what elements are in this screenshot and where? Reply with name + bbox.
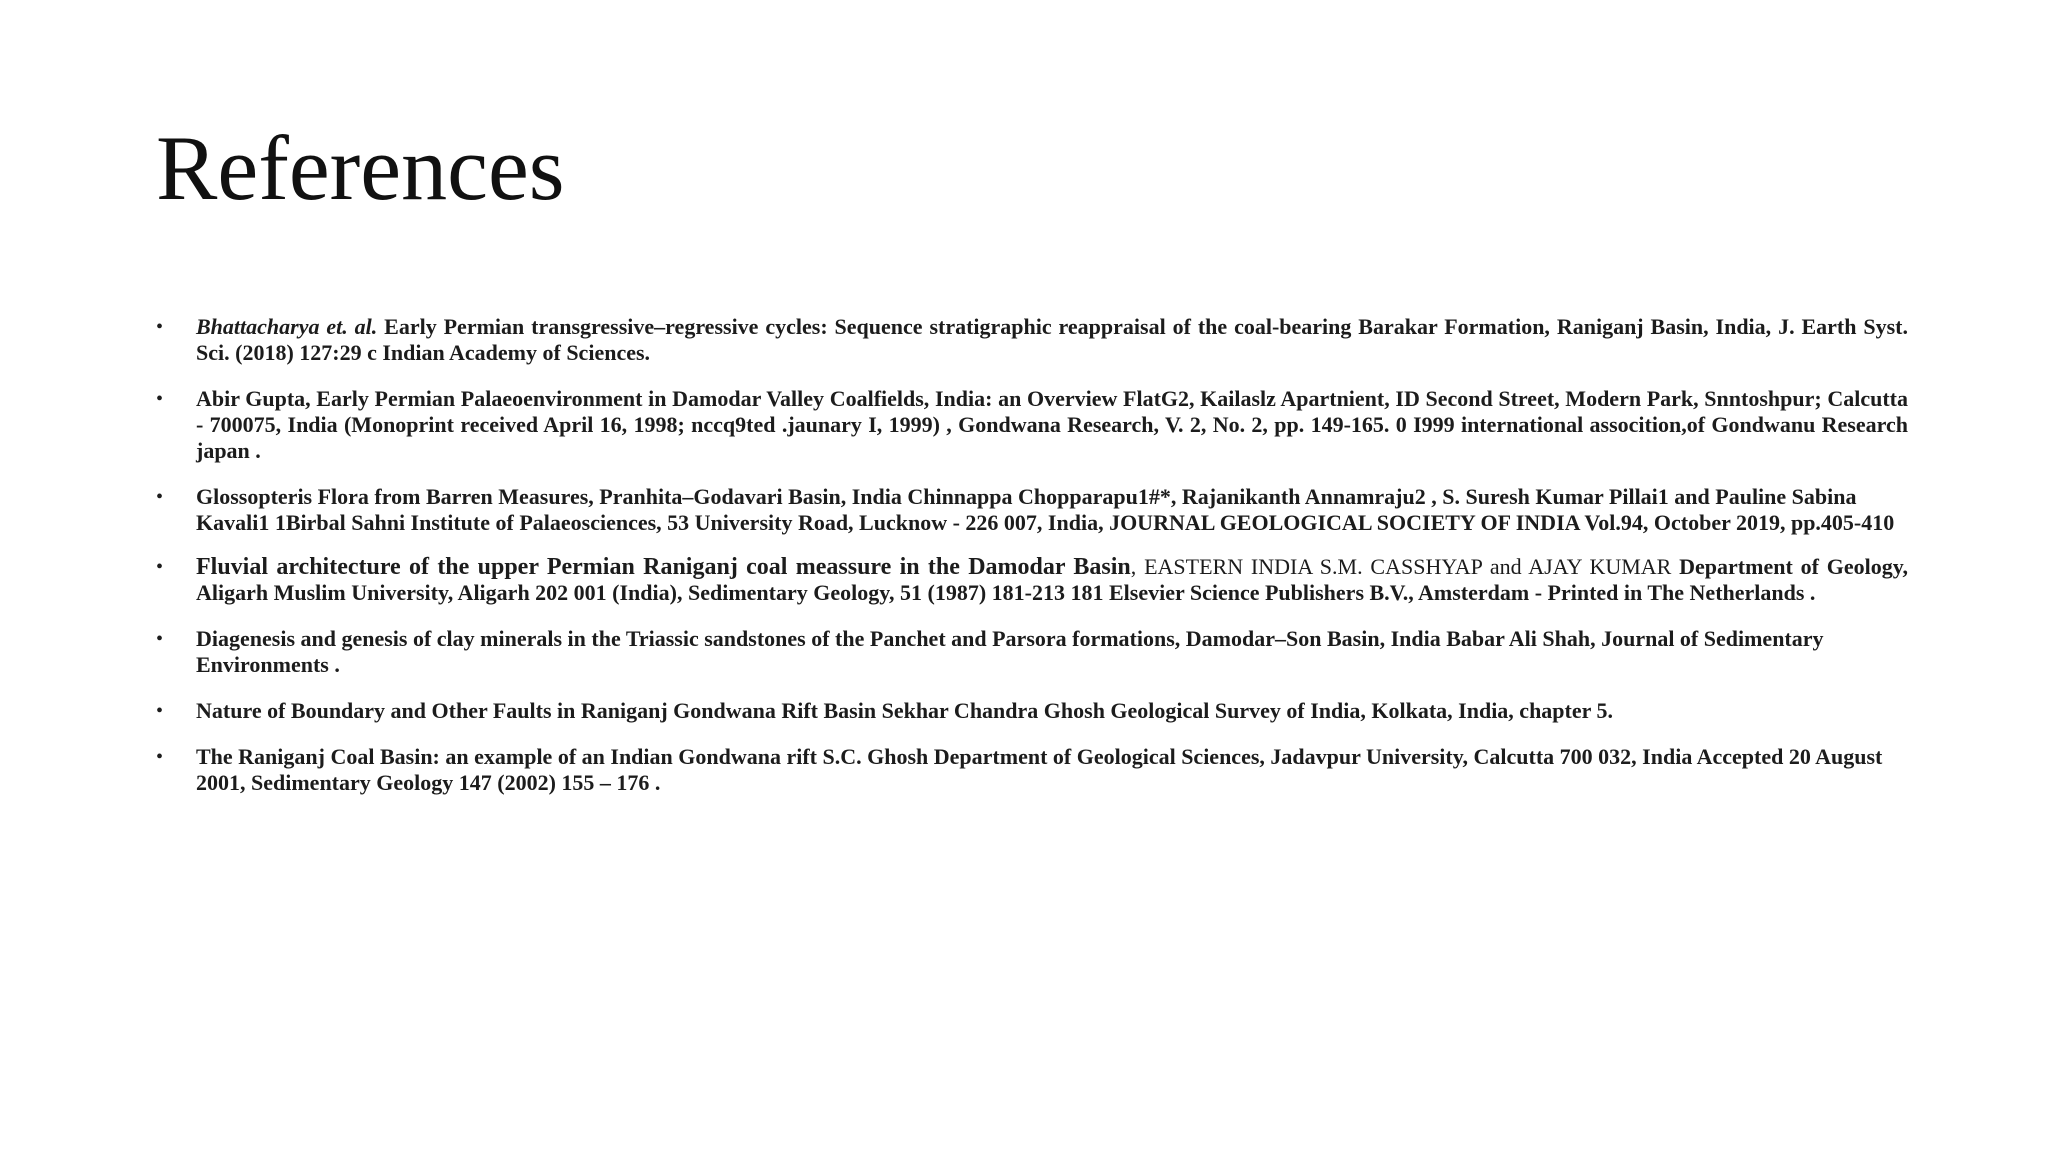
reference-item-7 <box>156 744 1908 796</box>
reference-item-4 <box>156 554 1908 606</box>
reference-text: Diagenesis and genesis of clay minerals in the Triassic sandstones of the Panchet and Parsora formations, Damodar–Son Basin, India Babar Ali Shah, Journal of Sedimentary Environments . <box>196 626 1824 677</box>
bullet-icon: • <box>156 556 164 578</box>
reference-item-3 <box>156 484 1908 536</box>
reference-text: The Raniganj Coal Basin: an example of an Indian Gondwana rift S.C. Ghosh Department of Geological Sciences, Jadavpur University, Calcutta 700 032, India Accepted 20 August 2001, Sedimentary Geology 147 (2002) 155 – 176 . <box>196 744 1883 795</box>
bullet-icon: • <box>156 316 164 338</box>
bullet-icon: • <box>156 746 164 768</box>
reference-list <box>156 314 1908 816</box>
reference-item-6 <box>156 698 1908 724</box>
bullet-icon: • <box>156 700 164 722</box>
slide-title: References <box>156 117 565 219</box>
bullet-icon: • <box>156 486 164 508</box>
reference-authors: , EASTERN INDIA S.M. CASSHYAP and AJAY KUMAR <box>1130 554 1672 579</box>
reference-author: Bhattacharya et. al. <box>196 314 378 339</box>
reference-lead: Fluvial architecture of the upper Permian Raniganj coal meassure in the Damodar Basin <box>196 554 1131 580</box>
reference-item-1 <box>156 314 1908 366</box>
reference-text: Early Permian transgressive–regressive cycles: Sequence stratigraphic reappraisal of the coal-bearing Barakar Formation, Raniganj Basin, India, J. Earth Syst. Sci. (2018) 127:29 c Indian Academy of Sciences. <box>196 314 1908 365</box>
reference-item-2 <box>156 386 1908 464</box>
reference-text: Glossopteris Flora from Barren Measures, Pranhita–Godavari Basin, India Chinnappa Chopparapu1#*, Rajanikanth Annamraju2 , S. Suresh Kumar Pillai1 and Pauline Sabina Kavali1 1Birbal Sahni Institute of Palaeosciences, 53 University Road, Lucknow - 226 007, India, JOURNAL GEOLOGICAL SOCIETY OF INDIA Vol.94, October 2019, pp.405-410 <box>196 484 1895 535</box>
reference-text: Department of Geology, Aligarh Muslim University, Aligarh 202 001 (India), Sedimentary Geology, 51 (1987) 181-213 181 Elsevier Science Publishers B.V., Amsterdam - Printed in The Netherlands . <box>196 554 1908 605</box>
reference-text: Abir Gupta, Early Permian Palaeoenvironment in Damodar Valley Coalfields, India: an Overview FlatG2, Kailaslz Apartnient, ID Second Street, Modern Park, Snntoshpur; Calcutta - 700075, India (Monoprint received April 16, 1998; nccq9ted .jaunary I, 1999) , Gondwana Research, V. 2, No. 2, pp. 149-165. 0 I999 international assocition,of Gondwanu Research japan . <box>196 386 1908 463</box>
bullet-icon: • <box>156 628 164 650</box>
bullet-icon: • <box>156 388 164 410</box>
reference-text: Nature of Boundary and Other Faults in Raniganj Gondwana Rift Basin Sekhar Chandra Ghosh Geological Survey of India, Kolkata, India, chapter 5. <box>196 698 1614 723</box>
reference-item-5 <box>156 626 1908 678</box>
